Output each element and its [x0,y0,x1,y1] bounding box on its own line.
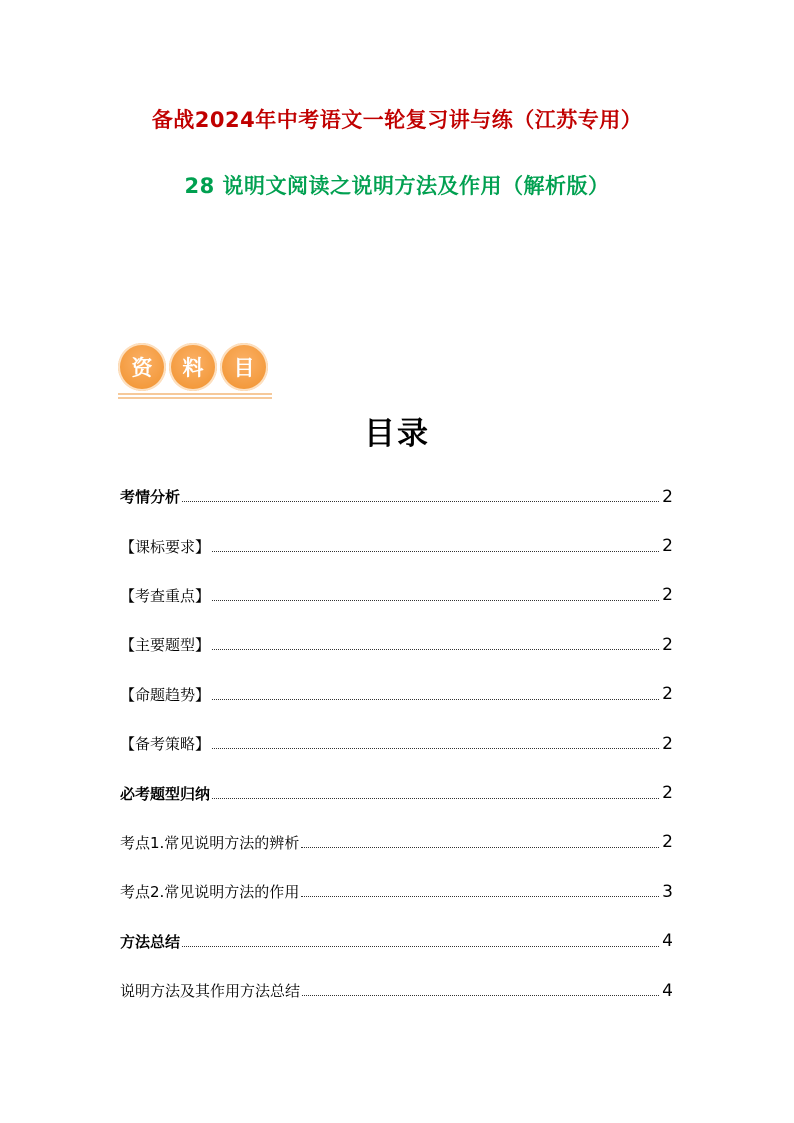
badge-char: 料 [169,343,217,391]
toc-entry-label: 必考题型归纳 [120,784,211,803]
toc-entry-page: 2 [662,634,673,655]
toc-entry-page: 2 [662,684,673,705]
toc-leader-dots [212,551,659,552]
toc-entry-label: 【命题趋势】 [120,685,211,704]
toc-entry-page: 2 [662,486,673,507]
toc-entry[interactable] [120,768,673,817]
toc-entry-page: 4 [662,931,673,952]
document-subtitle: 28 说明文阅读之说明方法及作用（解析版） [184,174,610,198]
toc-leader-dots [212,699,659,700]
badge-char: 资 [118,343,166,391]
toc-entry-label: 说明方法及其作用方法总结 [120,982,301,1001]
toc-entry-page: 2 [662,783,673,804]
toc-entry-label: 考点1.常见说明方法的辨析 [120,833,300,852]
document-title: 备战2024年中考语文一轮复习讲与练（江苏专用） [151,108,643,132]
toc-entry-label: 【备考策略】 [120,735,211,754]
toc-leader-dots [212,798,659,799]
toc-entry[interactable] [120,571,673,620]
toc-leader-dots [212,600,659,601]
toc-leader-dots [212,748,659,749]
toc-entry-page: 2 [662,832,673,853]
toc-leader-dots [302,995,659,996]
toc-entry[interactable] [120,620,673,669]
toc-entry-page: 3 [662,881,673,902]
toc-entry-label: 【考查重点】 [120,586,211,605]
toc-entry-label: 【主要题型】 [120,636,211,655]
toc-entry[interactable] [120,818,673,867]
toc-entry-page: 4 [662,980,673,1001]
toc-entry[interactable] [120,917,673,966]
toc-entry-label: 【课标要求】 [120,537,211,556]
toc-entry[interactable] [120,670,673,719]
toc-entry[interactable] [120,867,673,916]
toc-leader-dots [212,649,659,650]
toc-entry-label: 考情分析 [120,488,181,507]
toc-entry[interactable] [120,719,673,768]
toc-entry-page: 2 [662,733,673,754]
toc-entry[interactable] [120,472,673,521]
toc-leader-dots [182,946,659,947]
toc-badge [118,343,274,395]
toc-entry[interactable] [120,966,673,1015]
toc-entry-page: 2 [662,585,673,606]
toc-entry-label: 考点2.常见说明方法的作用 [120,883,300,902]
badge-underline [118,393,272,399]
toc-entry-page: 2 [662,536,673,557]
toc-leader-dots [182,501,659,502]
table-of-contents [120,472,673,1015]
toc-entry-label: 方法总结 [120,932,181,951]
toc-heading: 目录 [364,416,430,452]
toc-leader-dots [301,896,659,897]
toc-entry[interactable] [120,521,673,570]
badge-char: 目 [220,343,268,391]
toc-leader-dots [301,847,659,848]
